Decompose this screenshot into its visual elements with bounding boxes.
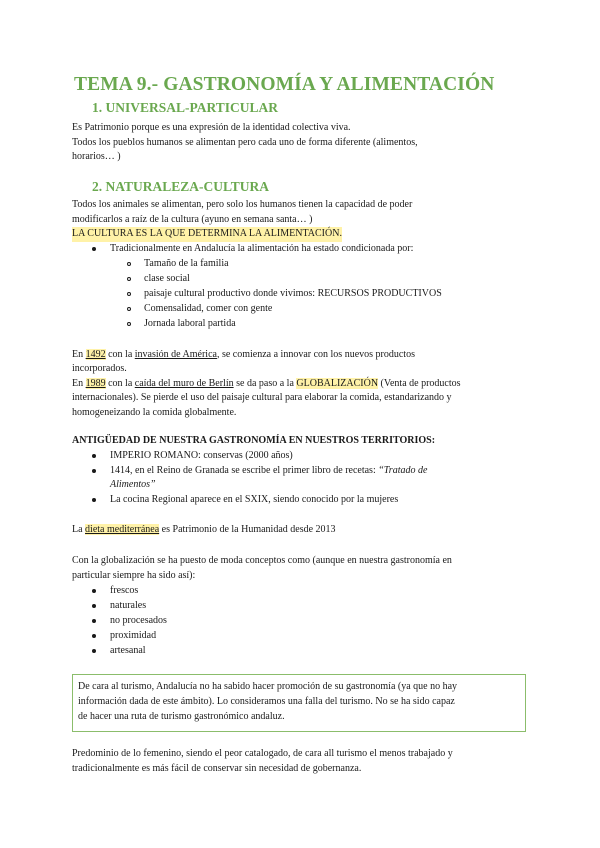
bullet-dot-icon [92,619,96,623]
paragraph-line: internacionales). Se pierde el uso del paisaje cultural para elaborar la comida, estandarizando y [72,392,452,403]
paragraph-line: homogeneizando la comida globalmente. [72,407,237,418]
bullet-item: IMPERIO ROMANO: conservas (2000 años) [110,450,293,461]
sub-bullet-item: Comensalidad, comer con gente [144,303,273,314]
dieta-term: dieta mediterránea [85,524,160,535]
section-heading-naturaleza-cultura: 2. NATURALEZA-CULTURA [92,179,270,194]
circle-bullet-icon [127,322,131,326]
bullet-item: Tradicionalmente en Andalucía la alimentación ha estado condicionada por: [110,243,414,254]
highlighted-statement: LA CULTURA ES LA QUE DETERMINA LA ALIMENTACIÓN. [72,227,342,242]
box-line: De cara al turismo, Andalucía no ha sabido hacer promoción de su gastronomía (ya que no hay [78,681,458,692]
paragraph-line: incorporados. [72,363,127,374]
paragraph-line: Predominio de lo femenino, siendo el peor catalogado, de cara all turismo el menos trabajado y [72,748,453,759]
paragraph-line: modificarlos a raíz de la cultura (ayuno en semana santa… ) [72,214,313,225]
bullet-dot-icon [92,454,96,458]
event-caida-muro: caída del muro de Berlín [134,378,234,389]
bullet-dot-icon [92,604,96,608]
bullet-dot-icon [92,469,96,473]
bullet-item: naturales [110,600,147,611]
paragraph-line: tradicionalmente es más fácil de conservar sin necesidad de gobernanza. [72,763,362,774]
bullet-item: artesanal [110,645,146,656]
bullet-item: frescos [110,585,139,596]
bullet-dot-icon [92,634,96,638]
bullet-item: no procesados [110,615,167,626]
antiguedad-heading: ANTIGÜEDAD DE NUESTRA GASTRONOMÍA EN NUESTROS TERRITORIOS: [72,435,436,446]
bullet-item-continuation: Alimentos” [110,479,156,490]
bullet-item: proximidad [110,630,157,641]
sub-bullet-item: paisaje cultural productivo donde vivimos: RECURSOS PRODUCTIVOS [144,288,442,299]
bullet-dot-icon [92,247,96,251]
bullet-item: La cocina Regional aparece en el SXIX, siendo conocido por la mujeres [110,494,399,505]
dieta-mediterranea-line: La dieta mediterránea es Patrimonio de la Humanidad desde 2013 [72,524,336,535]
year-1989: 1989 [85,378,106,389]
sub-bullet-item: clase social [144,273,190,284]
paragraph-line: Con la globalización se ha puesto de moda conceptos como (aunque en nuestra gastronomía en [72,555,452,566]
circle-bullet-icon [127,277,131,281]
paragraph-line: particular siempre ha sido así): [72,570,196,581]
box-line: información dada de este ámbito). Lo consideramos una falla del turismo. No se ha sido capaz [78,696,455,707]
paragraph-line: Todos los animales se alimentan, pero solo los humanos tienen la capacidad de poder [72,199,413,210]
bullet-dot-icon [92,589,96,593]
sub-bullet-item: Tamaño de la familia [144,258,229,269]
globalizacion-term: GLOBALIZACIÓN [296,378,379,389]
bullet-item: 1414, en el Reino de Granada se escribe el primer libro de recetas: “Tratado de [110,465,428,476]
section-heading-universal-particular: 1. UNIVERSAL-PARTICULAR [92,100,279,115]
event-invasion-america: invasión de América [134,349,217,360]
paragraph-line: Todos los pueblos humanos se alimentan pero cada uno de forma diferente (alimentos, [72,137,418,148]
circle-bullet-icon [127,262,131,266]
page-title: TEMA 9.- GASTRONOMÍA Y ALIMENTACIÓN [74,74,495,95]
paragraph-line: Es Patrimonio porque es una expresión de la identidad colectiva viva. [72,122,351,133]
bullet-dot-icon [92,649,96,653]
circle-bullet-icon [127,307,131,311]
sub-bullet-item: Jornada laboral partida [144,318,236,329]
paragraph-1989: En 1989 con la caída del muro de Berlín se da paso a la GLOBALIZACIÓN (Venta de productos [72,378,461,389]
circle-bullet-icon [127,292,131,296]
paragraph-1492: En 1492 con la invasión de América, se comienza a innovar con los nuevos productos [72,349,415,360]
bullet-dot-icon [92,498,96,502]
year-1492: 1492 [85,349,106,360]
paragraph-line: horarios… ) [72,151,121,162]
box-line: de hacer una ruta de turismo gastronómico andaluz. [78,711,285,722]
